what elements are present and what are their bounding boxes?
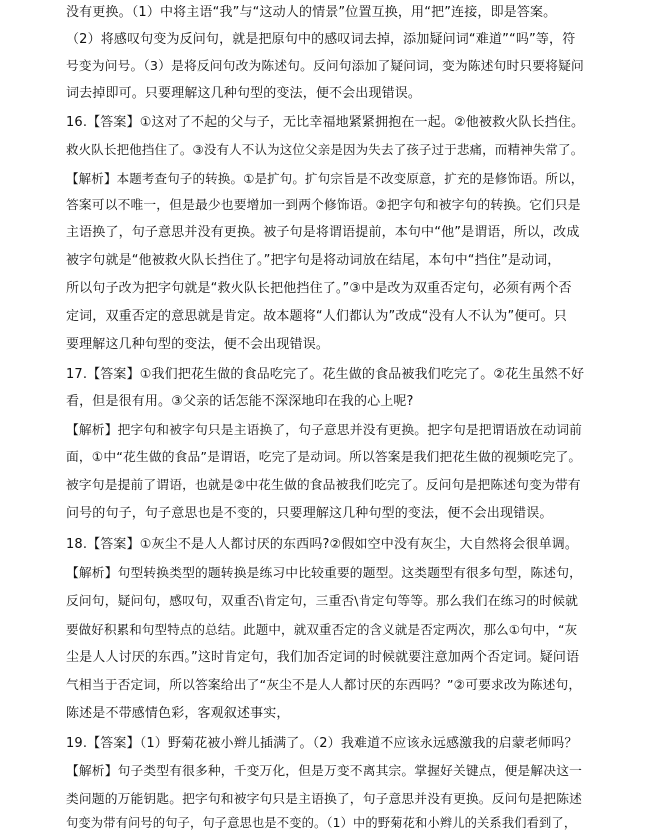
text-line: 尘是人人讨厌的东西。”这时肯定句，我们加否定词的时候就要注意加两个否定词。疑问语	[66, 650, 580, 665]
text-line: 17.【答案】①我们把花生做的食品吃完了。花生做的食品被我们吃完了。②花生虽然不好	[66, 367, 585, 382]
text-line: 句变为带有问号的句子，句子意思也是不变的。（1）中的野菊花和小辫儿的关系我们看到了，	[66, 816, 577, 830]
text-line: 救火队长把他挡住了。③没有人不认为这位父亲是因为失去了孩子过于悲痛，而精神失常了。	[66, 142, 584, 157]
text-line: 要理解这几种句型的变法，便不会出现错误。	[66, 337, 330, 352]
text-line: 要做好积累和句型特点的总结。此题中，就双重否定的含义就是否定两次，那么①句中，“灰	[66, 622, 578, 637]
text-line: 号变为问号。（3）是将反问句改为陈述句。反问句添加了疑问词，变为陈述句时只要将疑问	[66, 59, 584, 74]
text-line: 18.【答案】①灰尘不是人人都讨厌的东西吗?②假如空中没有灰尘，大自然将会很单调。	[66, 537, 579, 552]
text-line: 反问句，疑问句，感叹句，双重否\肯定句，三重否\肯定句等等。那么我们在练习的时候就	[66, 594, 578, 609]
text-line: 词去掉即可。只要理解这几种句型的变法，便不会出现错误。	[66, 86, 422, 101]
text-line: 所以句子改为把字句就是“救火队长把他挡住了。”③中是改为双重否定句，必须有两个否	[66, 281, 572, 296]
text-line: 主语换了，句子意思并没有更换。被子句是将谓语提前，本句中“他”是谓语，所以，改成	[66, 225, 580, 240]
text-line: 类问题的万能钥匙。把字句和被字句只是主语换了，句子意思并没有更换。反问句是把陈述	[66, 792, 582, 807]
text-line: 【解析】把字句和被字句只是主语换了，句子意思并没有更换。把字句是把谓语放在动词前	[66, 423, 582, 438]
text-line: 陈述是不带感情色彩，客观叙述事实，	[66, 706, 290, 721]
text-line: 答案可以不唯一，但是最少也要增加一到两个修饰语。②把字句和被字句的转换。它们只是	[66, 198, 581, 213]
text-line: 问号的句子，句子意思也是不变的，只要理解这几种句型的变法，便不会出现错误。	[66, 506, 553, 521]
text-line: 【解析】句子类型有很多种，千变万化，但是万变不离其宗。掌握好关键点，便是解决这一	[66, 764, 582, 779]
text-line: 【解析】本题考查句子的转换。①是扩句。扩句宗旨是不改变原意，扩充的是修饰语。所以，	[66, 171, 584, 186]
text-line: 19.【答案】（1）野菊花被小辫儿插满了。（2）我难道不应该永远感激我的启蒙老师吗？	[66, 736, 578, 751]
text-line: 气相当于否定词，所以答案给出了“灰尘不是人人都讨厌的东西吗？”②可要求改为陈述句，	[66, 678, 582, 693]
text-line: 被字句就是“他被救火队长挡住了。”把字句是将动词放在结尾，本句中“挡住”是动词，	[66, 253, 561, 268]
text-line: 16.【答案】①这对了不起的父与子，无比幸福地紧紧拥抱在一起。②他被救火队长挡住。	[66, 115, 585, 130]
text-line: 面，①中“花生做的食品”是谓语，吃完了是动词。所以答案是我们把花生做的视频吃完了。	[66, 450, 582, 465]
text-line: 【解析】句型转换类型的题转换是练习中比较重要的题型。这类题型有很多句型，陈述句，	[66, 566, 582, 581]
text-line: 没有更换。（1）中将主语“我”与“这动人的情景”位置互换，用“把”连接，即是答案。	[66, 5, 557, 20]
text-line: 被字句是提前了谓语，也就是②中花生做的食品被我们吃完了。反问句是把陈述句变为带有	[66, 478, 581, 493]
text-line: 看，但是很有用。③父亲的话怎能不深深地印在我的心上呢?	[66, 394, 414, 409]
text-line: （2）将感叹句变为反问句，就是把原句中的感叹词去掉，添加疑问词“难道”“吗”等，符	[66, 32, 576, 47]
text-line: 定词，双重否定的意思就是肯定。故本题将“人们都认为”改成“没有人不认为”便可。只	[66, 309, 567, 324]
